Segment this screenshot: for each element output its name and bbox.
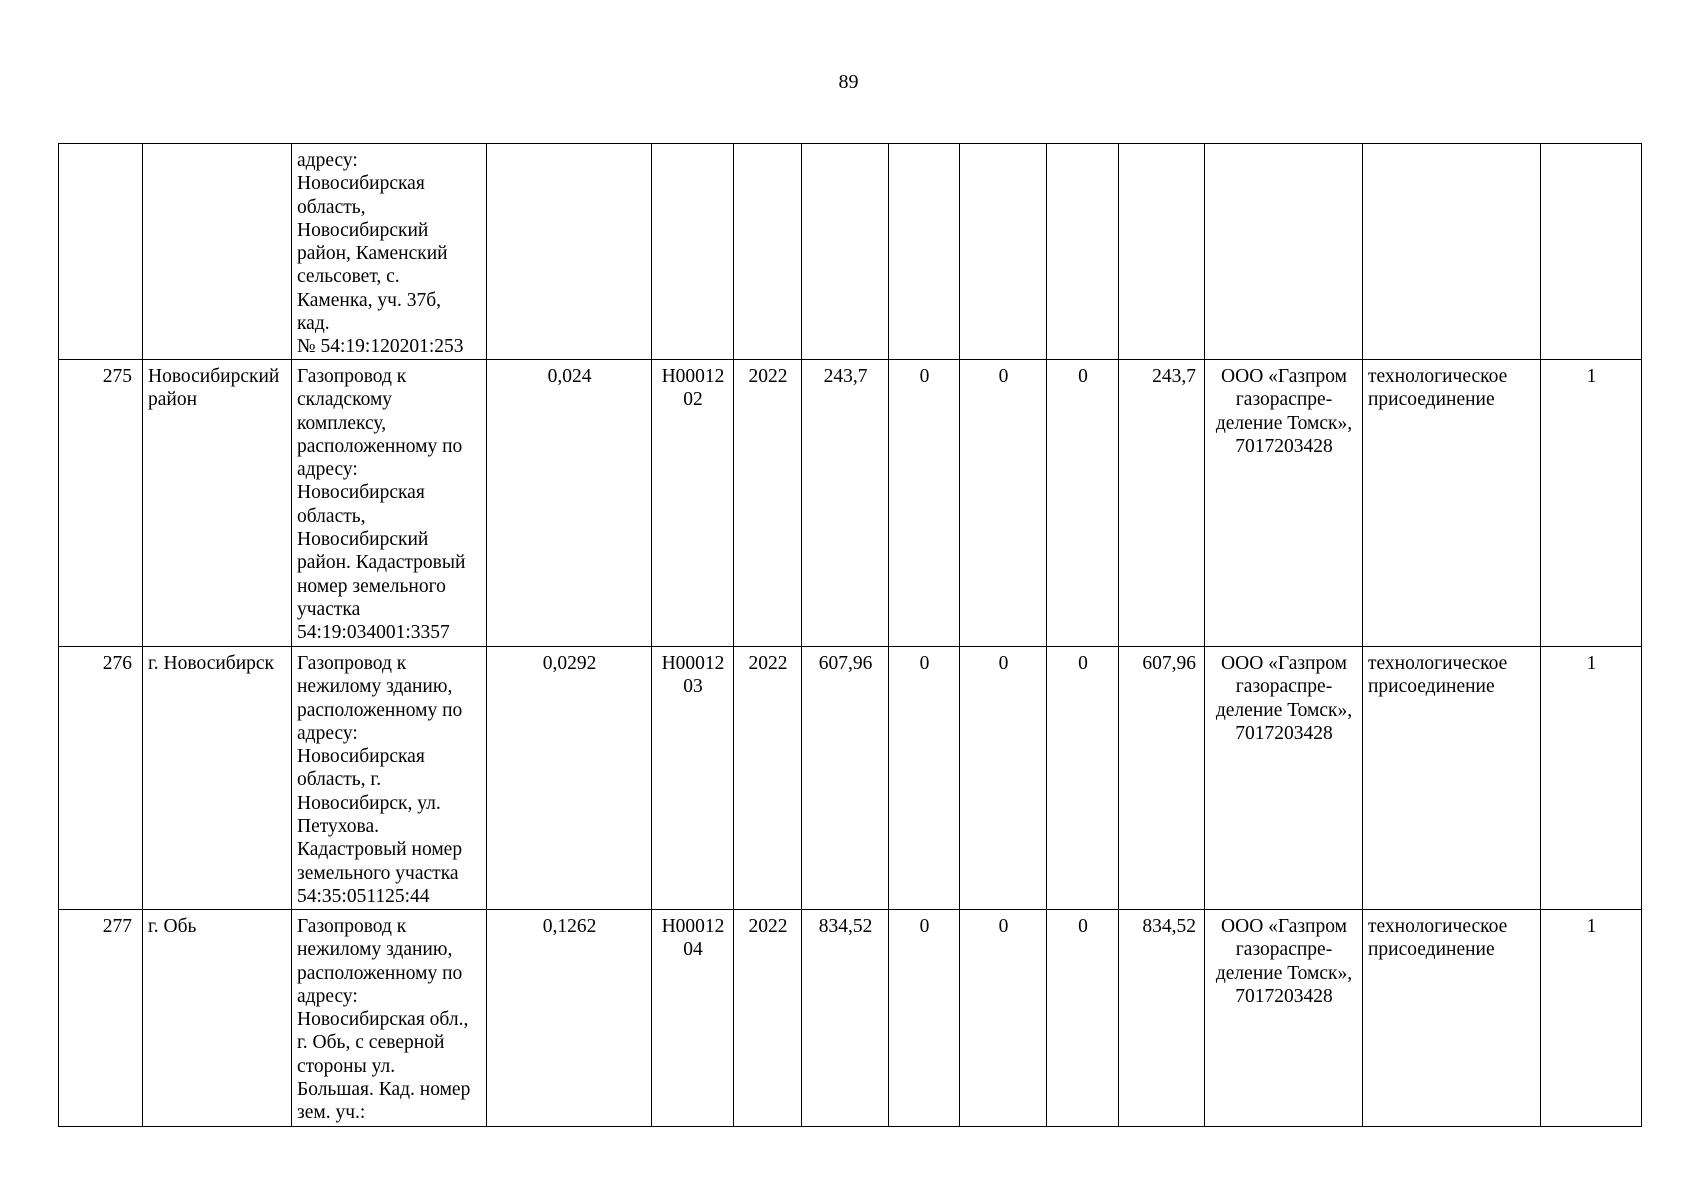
cell-location bbox=[143, 144, 292, 360]
cell-org: ООО «Газпром газораспре- деление Томск», 7017203428 bbox=[1205, 910, 1363, 1127]
cell-cost: 607,96 bbox=[802, 647, 889, 910]
cell-count: 1 bbox=[1541, 360, 1642, 647]
table-row bbox=[59, 910, 1642, 1127]
cell-type: технологическое присоединение bbox=[1363, 910, 1541, 1127]
cell-v2: 0 bbox=[960, 910, 1047, 1127]
cell-cost: 243,7 bbox=[802, 360, 889, 647]
cell-year bbox=[734, 144, 802, 360]
cell-location: Новосибирский район bbox=[143, 360, 292, 647]
cell-code: Н00012 04 bbox=[652, 910, 734, 1127]
cell-total: 243,7 bbox=[1119, 360, 1205, 647]
cell-length: 0,1262 bbox=[487, 910, 652, 1127]
cell-year: 2022 bbox=[734, 647, 802, 910]
cell-cost bbox=[802, 144, 889, 360]
cell-location: г. Новосибирск bbox=[143, 647, 292, 910]
cell-count: 1 bbox=[1541, 647, 1642, 910]
cell-count bbox=[1541, 144, 1642, 360]
cell-v3: 0 bbox=[1047, 647, 1119, 910]
cell-num bbox=[59, 144, 143, 360]
cell-object: Газопровод к нежилому зданию, расположенному по адресу: Новосибирская обл., г. Обь, с северной стороны ул. Большая. Кад. номер зем. уч.: bbox=[292, 910, 487, 1127]
cell-object: Газопровод к складскому комплексу, расположенному по адресу: Новосибирская область, Новосибирский район. Кадастровый номер земельного участка 54:19:034001:3357 bbox=[292, 360, 487, 647]
cell-total: 607,96 bbox=[1119, 647, 1205, 910]
cell-num: 275 bbox=[59, 360, 143, 647]
cell-v3 bbox=[1047, 144, 1119, 360]
table-row-continuation bbox=[59, 144, 1642, 360]
cell-length: 0,024 bbox=[487, 360, 652, 647]
cell-length bbox=[487, 144, 652, 360]
cell-total: 834,52 bbox=[1119, 910, 1205, 1127]
cell-v2 bbox=[960, 144, 1047, 360]
page-number: 89 bbox=[838, 71, 859, 93]
cell-total bbox=[1119, 144, 1205, 360]
cell-num: 277 bbox=[59, 910, 143, 1127]
cell-object: адресу: Новосибирская область, Новосибирский район, Каменский сельсовет, с. Каменка, уч. 37б, кад. № 54:19:120201:253 bbox=[292, 144, 487, 360]
cell-v1: 0 bbox=[889, 910, 960, 1127]
cell-object: Газопровод к нежилому зданию, расположенному по адресу: Новосибирская область, г. Новосибирск, ул. Петухова. Кадастровый номер земельного участка 54:35:051125:44 bbox=[292, 647, 487, 910]
cell-code bbox=[652, 144, 734, 360]
cell-org bbox=[1205, 144, 1363, 360]
cell-type bbox=[1363, 144, 1541, 360]
cell-year: 2022 bbox=[734, 360, 802, 647]
cell-type: технологическое присоединение bbox=[1363, 360, 1541, 647]
cell-v2: 0 bbox=[960, 360, 1047, 647]
cell-v1 bbox=[889, 144, 960, 360]
cell-cost: 834,52 bbox=[802, 910, 889, 1127]
cell-v3: 0 bbox=[1047, 910, 1119, 1127]
cell-org: ООО «Газпром газораспре- деление Томск», 7017203428 bbox=[1205, 360, 1363, 647]
cell-v3: 0 bbox=[1047, 360, 1119, 647]
cell-type: технологическое присоединение bbox=[1363, 647, 1541, 910]
cell-count: 1 bbox=[1541, 910, 1642, 1127]
cell-v1: 0 bbox=[889, 647, 960, 910]
cell-org: ООО «Газпром газораспре- деление Томск», 7017203428 bbox=[1205, 647, 1363, 910]
table-row bbox=[59, 647, 1642, 910]
cell-year: 2022 bbox=[734, 910, 802, 1127]
cell-v1: 0 bbox=[889, 360, 960, 647]
cell-location: г. Обь bbox=[143, 910, 292, 1127]
table-row bbox=[59, 360, 1642, 647]
cell-num: 276 bbox=[59, 647, 143, 910]
cell-v2: 0 bbox=[960, 647, 1047, 910]
cell-length: 0,0292 bbox=[487, 647, 652, 910]
cell-code: Н00012 02 bbox=[652, 360, 734, 647]
data-table bbox=[58, 143, 1642, 1127]
cell-code: Н00012 03 bbox=[652, 647, 734, 910]
